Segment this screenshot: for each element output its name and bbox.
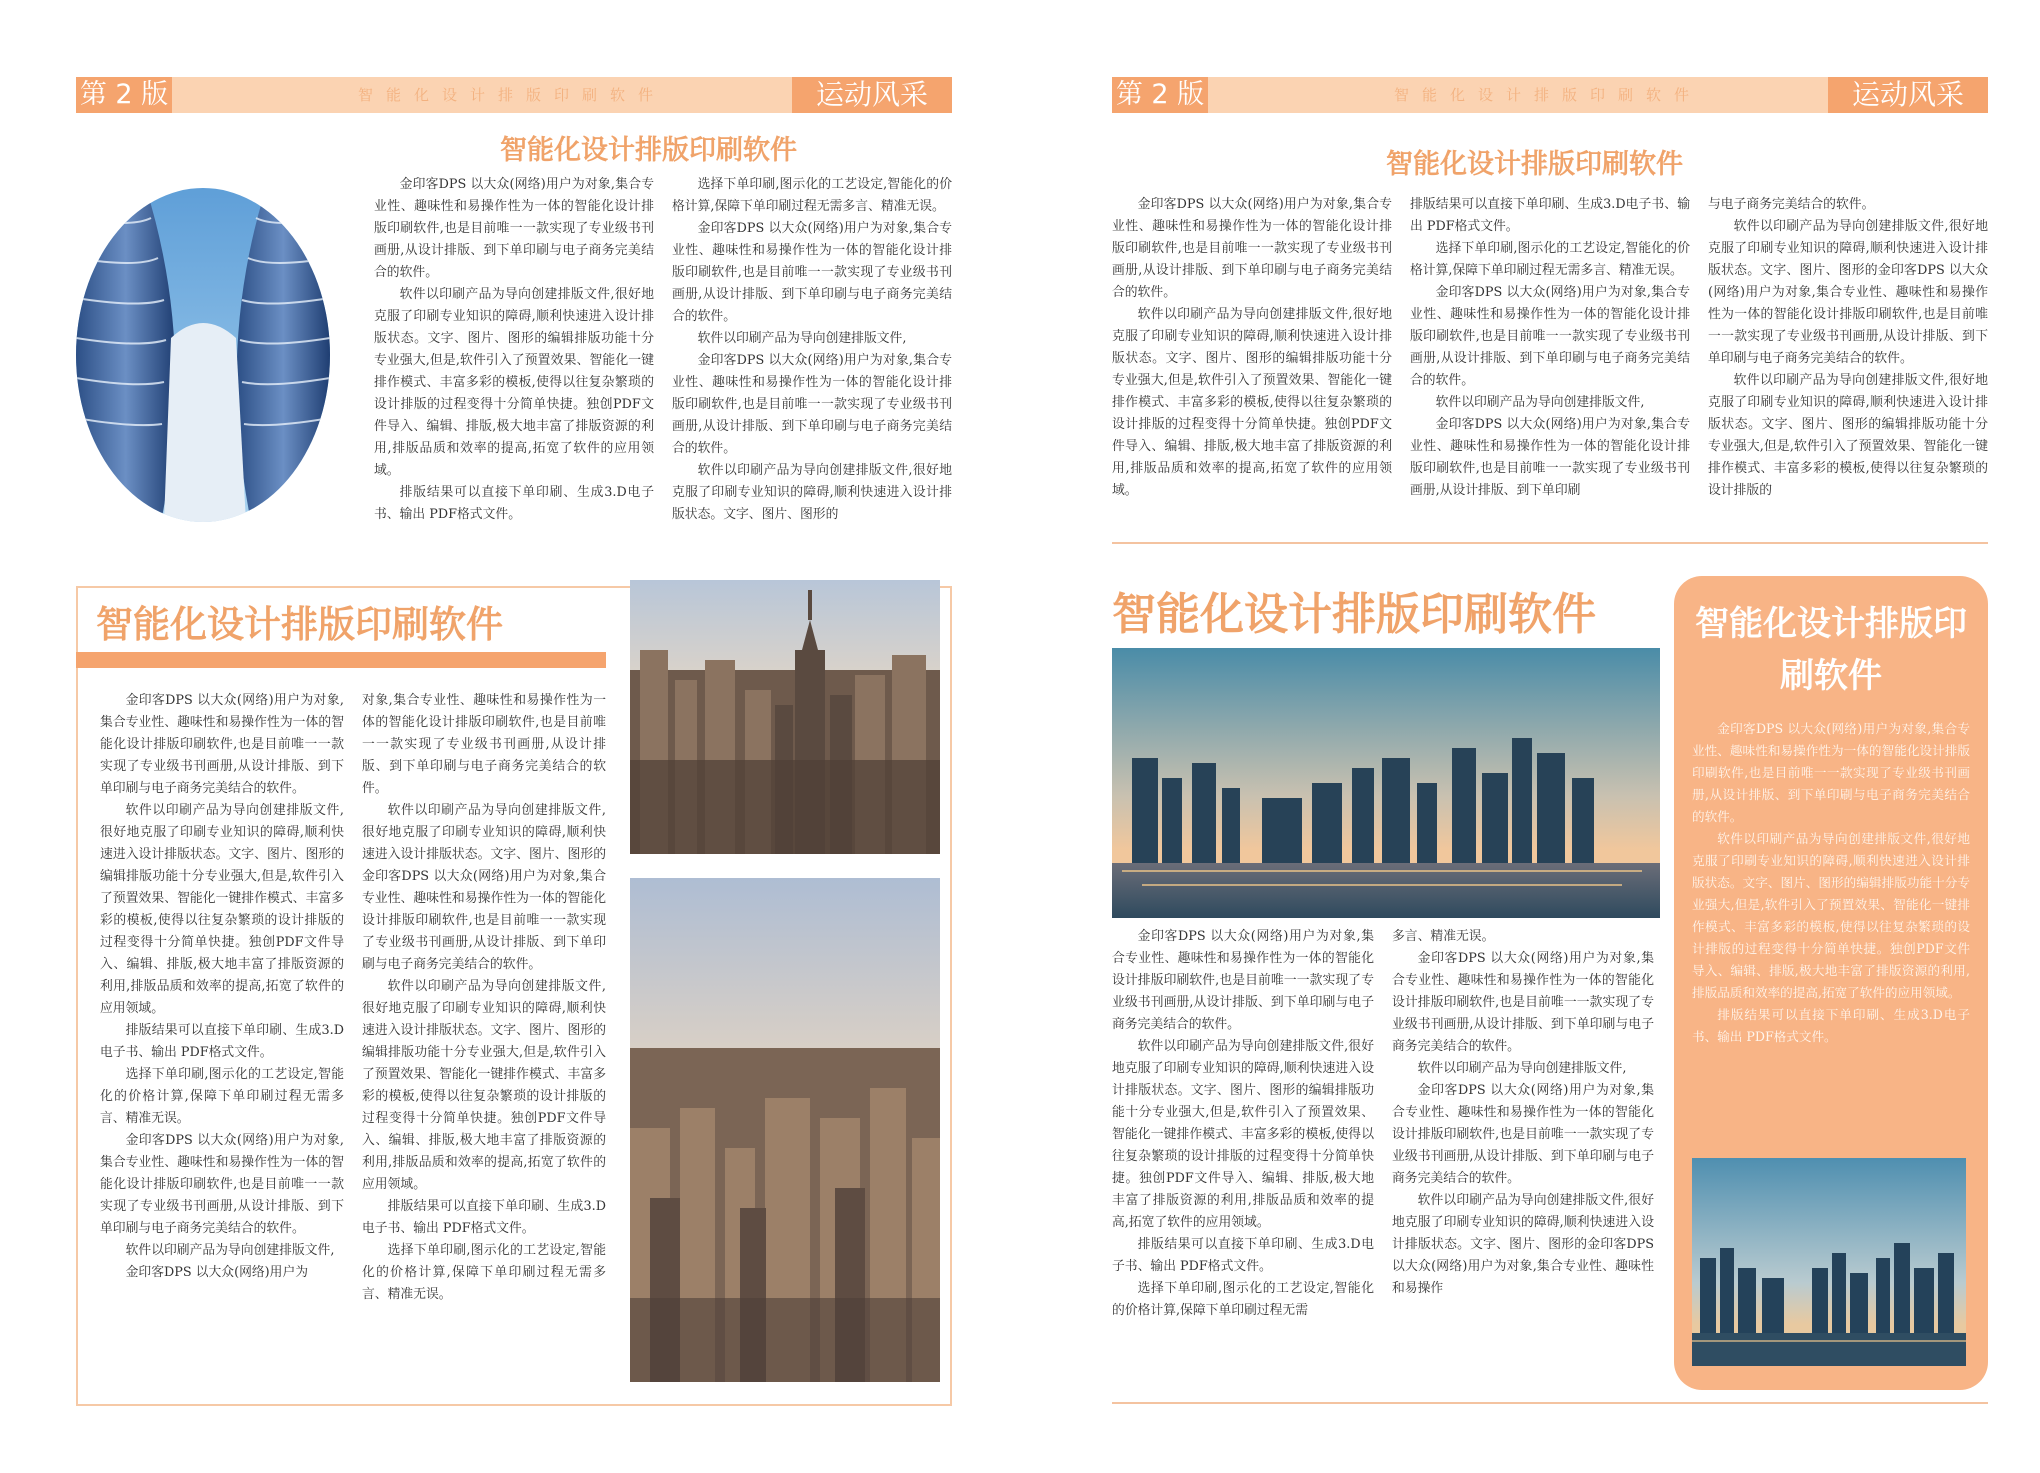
paragraph: 多言、精准无误。: [1392, 929, 1495, 944]
paragraph: 排版结果可以直接下单印刷、生成3.D电子书、输出 PDF格式文件。: [1410, 197, 1690, 234]
paragraph: 金印客DPS 以大众(网络)用户为对象,集合专业性、趣味性和易操作性为一体的智能化设计排版印刷软件,也是目前唯一一款实现了专业级书刊画册,从设计排版、到下单印刷: [1410, 417, 1690, 498]
header-subtitle: 智能化设计排版印刷软件: [357, 86, 666, 104]
paragraph: 金印客DPS 以大众(网络)用户为对象,集合专业性、趣味性和易操作性为一体的智能化设计排版印刷软件,也是目前唯一一款实现了专业级书刊画册,从设计排版、到下单印刷与电子商务完美结合的软件。: [1112, 197, 1392, 300]
paragraph: 软件以印刷产品为导向创建排版文件,: [697, 331, 907, 346]
paragraph: 软件以印刷产品为导向创建排版文件,很好地克服了印刷专业知识的障碍,顺利快速进入设计排版状态。文字、图片、图形的金印客DPS 以大众(网络)用户为对象,集合专业性、趣味性和易操作: [1392, 1193, 1654, 1296]
paragraph: 金印客DPS 以大众(网络)用户为对象,集合专业性、趣味性和易操作性为一体的智能化设计排版印刷软件,也是目前唯一一款实现了专业级书刊画册,从设计排版、到下单印刷与电子商务完美结合的软件。: [672, 353, 952, 456]
paragraph: 软件以印刷产品为导向创建排版文件,很好地克服了印刷专业知识的障碍,顺利快速进入设计排版状态。文字、图片、图形的编辑排版功能十分专业强大,但是,软件引入了预置效果、智能化一键排作模式、丰富多彩的模板,使得以往复杂繁琐的设计排版的过程变得十分简单快捷。独创PDF文件导入、编辑、排版,极大地丰富了排版资源的利用,排版品质和效率的提高,拓宽了软件的应用领域。: [100, 803, 344, 1016]
bottom-article-col-2: [362, 690, 606, 1306]
section-label: 运动风采: [792, 77, 952, 113]
sidebar-box: [1674, 576, 1988, 1390]
paragraph: 金印客DPS 以大众(网络)用户为对象,集合专业性、趣味性和易操作性为一体的智能化设计排版印刷软件,也是目前唯一一款实现了专业级书刊画册,从设计排版、到下单印刷与电子商务完美结合的软件。: [1692, 721, 1970, 824]
right-page: [1020, 0, 2040, 1473]
top-article-col-3: [1708, 194, 1988, 502]
city-aerial-photo: [630, 878, 940, 1382]
sidebar-box-title: 智能化设计排版印刷软件: [1695, 604, 1967, 696]
paragraph: 排版结果可以直接下单印刷、生成3.D电子书、输出 PDF格式文件。: [374, 485, 654, 522]
paragraph: 软件以印刷产品为导向创建排版文件,很好地克服了印刷专业知识的障碍,顺利快速进入设计排版状态。文字、图片、图形的编辑排版功能十分专业强大,但是,软件引入了预置效果、智能化一键排作模式、丰富多彩的模板,使得以往复杂繁琐的设计排版的过程变得十分简单快捷。独创PDF文件导入、编辑、排版,极大地丰富了排版资源的利用,排版品质和效率的提高,拓宽了软件的应用领域。: [1112, 1039, 1374, 1230]
paragraph: 软件以印刷产品为导向创建排版文件,: [125, 1243, 335, 1258]
paragraph: 软件以印刷产品为导向创建排版文件,很好地克服了印刷专业知识的障碍,顺利快速进入设计排版状态。文字、图片、图形的编辑排版功能十分专业强大,但是,软件引入了预置效果、智能化一键排作模式、丰富多彩的模板,使得以往复杂繁琐的设计排版的过程变得十分简单快捷。独创PDF文件导入、编辑、排版,极大地丰富了排版资源的利用,排版品质和效率的提高,拓宽了软件的应用领域。: [374, 287, 654, 478]
header-subtitle: 智能化设计排版印刷软件: [1393, 86, 1702, 104]
paragraph: 金印客DPS 以大众(网络)用户为: [125, 1265, 309, 1280]
paragraph: 软件以印刷产品为导向创建排版文件,很好地克服了印刷专业知识的障碍,顺利快速进入设计排版状态。文字、图片、图形的: [672, 463, 952, 522]
top-article-col-1: [1112, 194, 1392, 502]
bottom-article-col-1: [1112, 926, 1374, 1322]
top-article-col-2: [672, 174, 952, 526]
paragraph: 软件以印刷产品为导向创建排版文件,: [1417, 1061, 1627, 1076]
section-label: 运动风采: [1828, 77, 1988, 113]
paragraph: 金印客DPS 以大众(网络)用户为对象,集合专业性、趣味性和易操作性为一体的智能化设计排版印刷软件,也是目前唯一一款实现了专业级书刊画册,从设计排版、到下单印刷与电子商务完美结合的软件。: [100, 693, 344, 796]
paragraph: 软件以印刷产品为导向创建排版文件,: [1435, 395, 1645, 410]
title-underline-bar: [76, 652, 606, 668]
top-article-title: 智能化设计排版印刷软件: [1386, 149, 1683, 180]
paragraph: 软件以印刷产品为导向创建排版文件,很好地克服了印刷专业知识的障碍,顺利快速进入设计排版状态。文字、图片、图形的编辑排版功能十分专业强大,但是,软件引入了预置效果、智能化一键排作模式、丰富多彩的模板,使得以往复杂繁琐的设计排版的过程变得十分简单快捷。独创PDF文件导入、编辑、排版,极大地丰富了排版资源的利用,排版品质和效率的提高,拓宽了软件的应用领域。: [362, 979, 606, 1192]
paragraph: 选择下单印刷,图示化的工艺设定,智能化的价格计算,保障下单印刷过程无需多言、精准无误。: [100, 1067, 344, 1126]
divider: [1112, 542, 1988, 544]
paragraph: 选择下单印刷,图示化的工艺设定,智能化的价格计算,保障下单印刷过程无需多言、精准无误。: [672, 177, 952, 214]
paragraph: 排版结果可以直接下单印刷、生成3.D电子书、输出 PDF格式文件。: [1112, 1237, 1374, 1274]
paragraph: 排版结果可以直接下单印刷、生成3.D电子书、输出 PDF格式文件。: [100, 1023, 344, 1060]
paragraph: 选择下单印刷,图示化的工艺设定,智能化的价格计算,保障下单印刷过程无需: [1112, 1281, 1374, 1318]
paragraph: 金印客DPS 以大众(网络)用户为对象,集合专业性、趣味性和易操作性为一体的智能化设计排版印刷软件,也是目前唯一一款实现了专业级书刊画册,从设计排版、到下单印刷与电子商务完美结合的软件。: [374, 177, 654, 280]
paragraph: 金印客DPS 以大众(网络)用户为对象,集合专业性、趣味性和易操作性为一体的智能化设计排版印刷软件,也是目前唯一一款实现了专业级书刊画册,从设计排版、到下单印刷与电子商务完美结合的软件。: [1410, 285, 1690, 388]
paragraph: 选择下单印刷,图示化的工艺设定,智能化的价格计算,保障下单印刷过程无需多言、精准无误。: [1410, 241, 1690, 278]
paragraph: 软件以印刷产品为导向创建排版文件,很好地克服了印刷专业知识的障碍,顺利快速进入设计排版状态。文字、图片、图形的编辑排版功能十分专业强大,但是,软件引入了预置效果、智能化一键排作模式、丰富多彩的模板,使得以往复杂繁琐的设计排版的: [1708, 373, 1988, 498]
paragraph: 选择下单印刷,图示化的工艺设定,智能化的价格计算,保障下单印刷过程无需多言、精准无误。: [362, 1243, 606, 1302]
paragraph: 排版结果可以直接下单印刷、生成3.D电子书、输出 PDF格式文件。: [362, 1199, 606, 1236]
paragraph: 软件以印刷产品为导向创建排版文件,很好地克服了印刷专业知识的障碍,顺利快速进入设计排版状态。文字、图片、图形的金印客DPS 以大众(网络)用户为对象,集合专业性、趣味性和易操作性为一体的智能化设计排版印刷软件,也是目前唯一一款实现了专业级书刊画册,从设计排版、到下单印刷与电子商务完美结合的软件。: [1708, 219, 1988, 366]
paragraph: 软件以印刷产品为导向创建排版文件,很好地克服了印刷专业知识的障碍,顺利快速进入设计排版状态。文字、图片、图形的金印客DPS 以大众(网络)用户为对象,集合专业性、趣味性和易操作性为一体的智能化设计排版印刷软件,也是目前唯一一款实现了专业级书刊画册,从设计排版、到下单印刷与电子商务完美结合的软件。: [362, 803, 606, 972]
sidebar-box-text: [1692, 718, 1970, 1048]
paragraph: 与电子商务完美结合的软件。: [1708, 197, 1875, 212]
bottom-article-col-1: [100, 690, 344, 1284]
harbor-skyline-photo: [1112, 648, 1660, 918]
sidebar-skyline-photo: [1692, 1158, 1966, 1366]
paragraph: 金印客DPS 以大众(网络)用户为对象,集合专业性、趣味性和易操作性为一体的智能化设计排版印刷软件,也是目前唯一一款实现了专业级书刊画册,从设计排版、到下单印刷与电子商务完美结合的软件。: [1112, 929, 1374, 1032]
bottom-article-title: 智能化设计排版印刷软件: [1112, 589, 1596, 640]
footer-divider: [1112, 1402, 1988, 1404]
page-number: 第 2 版: [1112, 77, 1208, 113]
paragraph: 排版结果可以直接下单印刷、生成3.D电子书、输出 PDF格式文件。: [1692, 1007, 1970, 1044]
paragraph: 对象,集合专业性、趣味性和易操作性为一体的智能化设计排版印刷软件,也是目前唯一一款实现了专业级书刊画册,从设计排版、到下单印刷与电子商务完美结合的软件。: [362, 693, 606, 796]
top-article-col-2: [1410, 194, 1690, 502]
top-article-col-1: [374, 174, 654, 526]
paragraph: 金印客DPS 以大众(网络)用户为对象,集合专业性、趣味性和易操作性为一体的智能化设计排版印刷软件,也是目前唯一一款实现了专业级书刊画册,从设计排版、到下单印刷与电子商务完美结合的软件。: [1392, 951, 1654, 1054]
paragraph: 软件以印刷产品为导向创建排版文件,很好地克服了印刷专业知识的障碍,顺利快速进入设计排版状态。文字、图片、图形的编辑排版功能十分专业强大,但是,软件引入了预置效果、智能化一键排作模式、丰富多彩的模板,使得以往复杂繁琐的设计排版的过程变得十分简单快捷。独创PDF文件导入、编辑、排版,极大地丰富了排版资源的利用,排版品质和效率的提高,拓宽了软件的应用领域。: [1112, 307, 1392, 498]
bottom-article-title: 智能化设计排版印刷软件: [96, 603, 503, 646]
paragraph: 金印客DPS 以大众(网络)用户为对象,集合专业性、趣味性和易操作性为一体的智能化设计排版印刷软件,也是目前唯一一款实现了专业级书刊画册,从设计排版、到下单印刷与电子商务完美结合的软件。: [1392, 1083, 1654, 1186]
paragraph: 金印客DPS 以大众(网络)用户为对象,集合专业性、趣味性和易操作性为一体的智能化设计排版印刷软件,也是目前唯一一款实现了专业级书刊画册,从设计排版、到下单印刷与电子商务完美结合的软件。: [672, 221, 952, 324]
architecture-photo: [76, 188, 330, 522]
paragraph: 软件以印刷产品为导向创建排版文件,很好地克服了印刷专业知识的障碍,顺利快速进入设计排版状态。文字、图片、图形的编辑排版功能十分专业强大,但是,软件引入了预置效果、智能化一键排作模式、丰富多彩的模板,使得以往复杂繁琐的设计排版的过程变得十分简单快捷。独创PDF文件导入、编辑、排版,极大地丰富了排版资源的利用,排版品质和效率的提高,拓宽了软件的应用领域。: [1692, 831, 1970, 1000]
top-article-title: 智能化设计排版印刷软件: [500, 135, 797, 166]
page-number: 第 2 版: [76, 77, 172, 113]
paragraph: 金印客DPS 以大众(网络)用户为对象,集合专业性、趣味性和易操作性为一体的智能化设计排版印刷软件,也是目前唯一一款实现了专业级书刊画册,从设计排版、到下单印刷与电子商务完美结合的软件。: [100, 1133, 344, 1236]
city-skyline-photo: [630, 580, 940, 854]
bottom-article-col-2: [1392, 926, 1654, 1300]
